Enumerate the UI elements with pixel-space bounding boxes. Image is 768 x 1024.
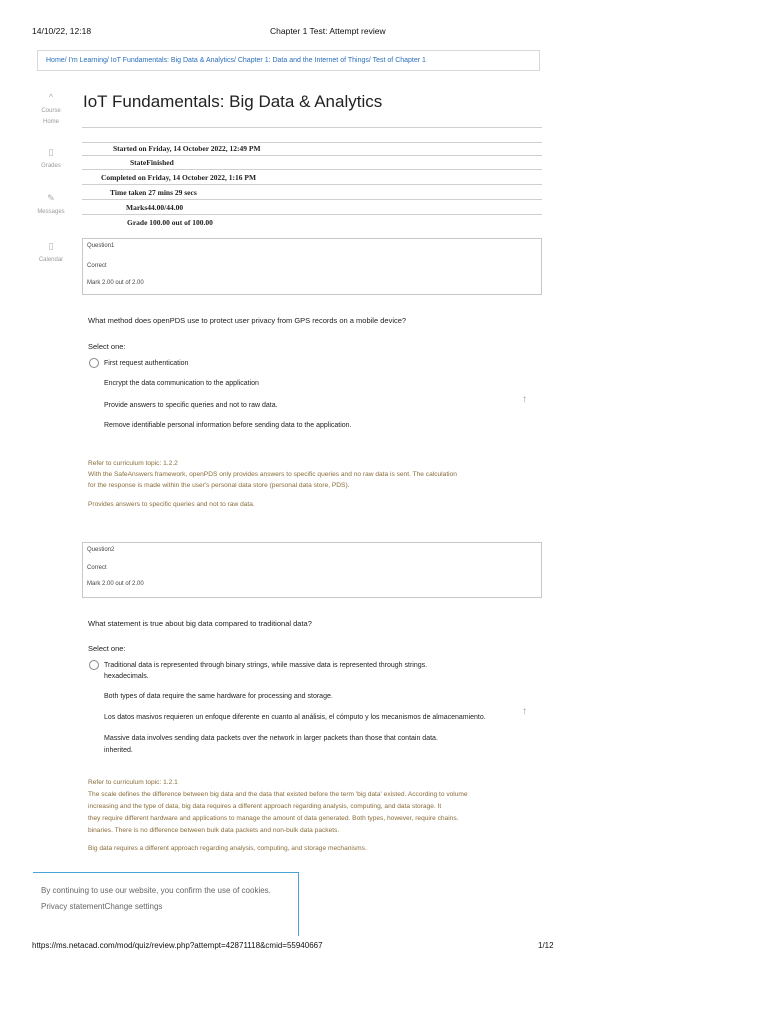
divider: [82, 127, 542, 128]
answer-option[interactable]: Traditional data is represented through binary strings, while massive data is represented through strings.: [104, 662, 428, 669]
cookie-message: By continuing to use our website, you confirm the use of cookies.: [41, 886, 271, 895]
question-number: Question2: [87, 547, 115, 553]
feedback-text: for the response is made within the user's personal data store (personal data store, PDS).: [88, 482, 350, 489]
sidebar-item-label: Grades: [41, 163, 61, 169]
feedback-reference: Refer to curriculum topic: 1.2.2: [88, 460, 178, 467]
question-status: Correct: [87, 565, 107, 571]
divider: [82, 184, 542, 185]
question-text: What method does openPDS use to protect user privacy from GPS records on a mobile device?: [88, 316, 407, 325]
divider: [82, 214, 542, 215]
answer-option[interactable]: Provide answers to specific queries and not to raw data.: [104, 402, 278, 409]
arrow-up-icon: ↑: [522, 394, 527, 405]
question-mark: Mark 2.00 out of 2.00: [87, 581, 144, 587]
divider: [82, 155, 542, 156]
home-icon: ^: [48, 92, 54, 102]
answer-option[interactable]: First request authentication: [104, 360, 189, 367]
grades-icon: ▯: [48, 147, 54, 157]
question-number: Question1: [87, 243, 115, 249]
sidebar-item-label: Home: [42, 119, 59, 125]
answer-radio[interactable]: [89, 358, 99, 368]
grade: Grade 100.00 out of 100.00: [127, 218, 213, 227]
sidebar-item-course-home[interactable]: [30, 92, 72, 128]
question-text: What statement is true about big data compared to traditional data?: [88, 619, 312, 628]
divider: [82, 169, 542, 170]
answer-radio[interactable]: [89, 660, 99, 670]
answer-option-continued[interactable]: hexadecimals.: [104, 673, 149, 680]
marks: Marks44.00/44.00: [126, 203, 184, 212]
correct-answer: Provides answers to specific queries and not to raw data.: [88, 501, 255, 508]
answer-option[interactable]: Los datos masivos requieren un enfoque diferente en cuanto al análisis, el cómputo y los mecanismos de almacenamiento.: [104, 714, 486, 721]
time-taken: Time taken 27 mins 29 secs: [110, 188, 197, 197]
question-info-box: [82, 238, 542, 295]
feedback-text: increasing and the type of data, big data requires a different approach regarding analysis, computing, and data storage. It: [88, 803, 442, 810]
sidebar-item-calendar[interactable]: [30, 241, 72, 266]
breadcrumb[interactable]: Home/ I'm Learning/ IoT Fundamentals: Big Data & Analytics/ Chapter 1: Data and the Internet of Things/ Test of Chapter 1: [37, 50, 540, 71]
feedback-text: With the SafeAnswers framework, openPDS only provides answers to specific queries and no raw data is sent. The calculation: [88, 471, 457, 478]
arrow-up-icon: ↑: [522, 706, 527, 717]
select-one-label: Select one:: [88, 342, 126, 351]
feedback-text: they require different hardware and applications to manage the amount of data generated. Both types, however, require chains.: [88, 815, 459, 822]
page-url: https://ms.netacad.com/mod/quiz/review.php?attempt=42871118&cmid=55940667: [32, 941, 323, 950]
cookie-banner: [33, 872, 299, 936]
sidebar-item-grades[interactable]: [30, 147, 72, 172]
question-mark: Mark 2.00 out of 2.00: [87, 280, 144, 286]
sidebar-item-label: Calendar: [38, 257, 64, 263]
answer-option-continued[interactable]: inherited.: [104, 747, 133, 754]
sidebar-item-label: Messages: [37, 209, 65, 215]
messages-icon: ✎: [47, 193, 55, 203]
print-date: 14/10/22, 12:18: [32, 26, 92, 36]
divider: [82, 199, 542, 200]
answer-option[interactable]: Encrypt the data communication to the application: [104, 380, 259, 387]
divider: [82, 142, 542, 143]
correct-answer: Big data requires a different approach regarding analysis, computing, and storage mechanisms.: [88, 845, 367, 852]
attempt-state: StateFinished: [130, 158, 174, 167]
feedback-text: binaries. There is no difference between bulk data packets and non-bulk data packets.: [88, 827, 340, 834]
completed-on: Completed on Friday, 14 October 2022, 1:16 PM: [101, 173, 257, 182]
question-status: Correct: [87, 263, 107, 269]
sidebar-item-messages[interactable]: [30, 193, 72, 218]
feedback-reference: Refer to curriculum topic: 1.2.1: [88, 779, 178, 786]
sidebar-item-label: Course: [41, 108, 61, 114]
print-page-title: Chapter 1 Test: Attempt review: [270, 26, 386, 36]
privacy-statement-link[interactable]: Privacy statement: [41, 902, 105, 911]
calendar-icon: ▯: [48, 241, 54, 251]
feedback-text: The scale defines the difference between big data and the data that existed before the term 'big data' existed. According to volume: [88, 791, 468, 798]
select-one-label: Select one:: [88, 644, 126, 653]
course-title: IoT Fundamentals: Big Data & Analytics: [83, 92, 383, 111]
started-on: Started on Friday, 14 October 2022, 12:49 PM: [113, 144, 261, 153]
answer-option[interactable]: Both types of data require the same hardware for processing and storage.: [104, 693, 333, 700]
question-info-box: [82, 542, 542, 598]
change-settings-link[interactable]: Change settings: [104, 902, 163, 911]
answer-option[interactable]: Massive data involves sending data packets over the network in larger packets than those that contain data.: [104, 735, 438, 742]
answer-option[interactable]: Remove identifiable personal information before sending data to the application.: [104, 422, 352, 429]
page-number: 1/12: [538, 941, 554, 950]
